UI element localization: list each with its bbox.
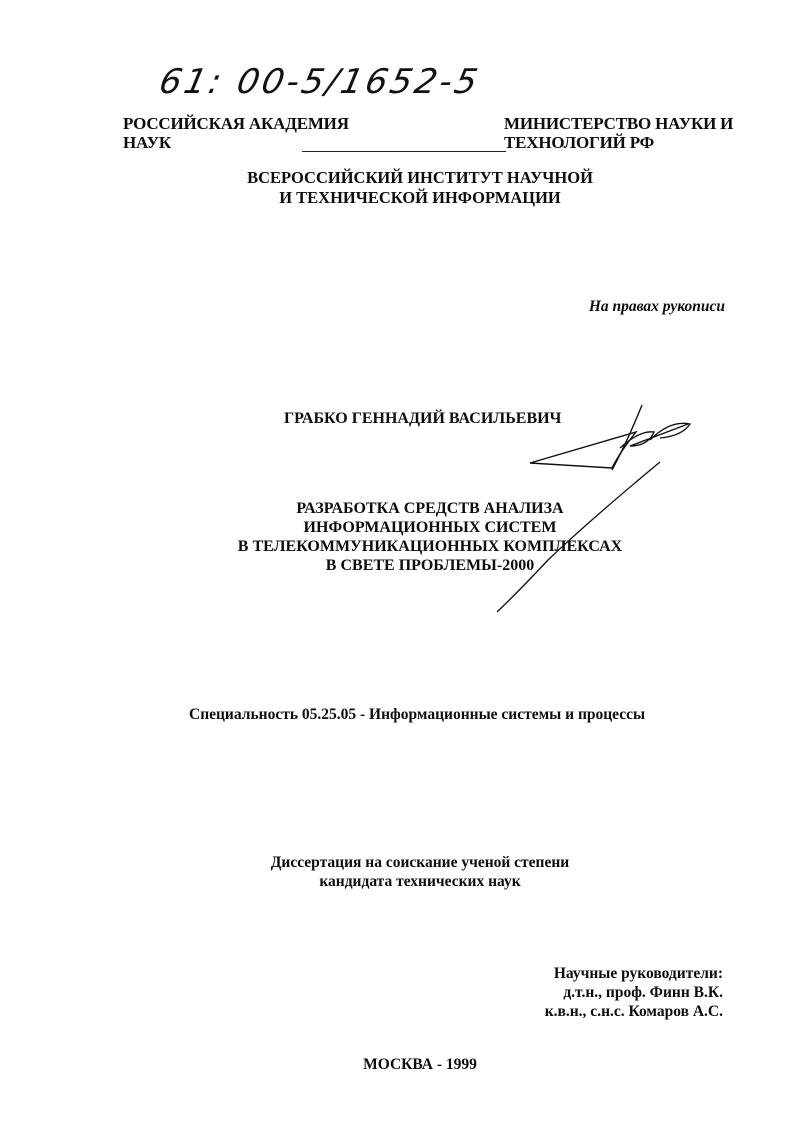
header-left (123, 114, 349, 152)
author-name: ГРАБКО ГЕННАДИЙ ВАСИЛЬЕВИЧ (284, 410, 562, 427)
header-right-line-2: ТЕХНОЛОГИЙ РФ (504, 133, 655, 152)
degree-line-2: кандидата технических наук (319, 873, 521, 890)
institute-name (220, 168, 620, 208)
title-line-2: ИНФОРМАЦИОННЫХ СИСТЕМ (303, 519, 557, 536)
header-left-line-1: РОССИЙСКАЯ АКАДЕМИЯ (123, 114, 349, 133)
dissertation-degree (240, 853, 600, 891)
dissertation-title (200, 499, 660, 575)
institute-line-1: ВСЕРОССИЙСКИЙ ИНСТИТУТ НАУЧНОЙ (247, 168, 593, 187)
title-line-1: РАЗРАБОТКА СРЕДСТВ АНАЛИЗА (296, 500, 564, 517)
header-left-line-2: НАУК (123, 133, 172, 152)
supervisors-heading: Научные руководители: (553, 965, 723, 982)
handwritten-registration-code: 61: 00-5/1652-5 (155, 62, 484, 102)
header-divider-line (302, 151, 506, 152)
title-line-4: В СВЕТЕ ПРОБЛЕМЫ-2000 (325, 557, 535, 574)
title-line-3: В ТЕЛЕКОММУНИКАЦИОННЫХ КОМПЛЕКСАХ (237, 538, 623, 555)
header-right (504, 114, 733, 152)
institute-line-2: И ТЕХНИЧЕСКОЙ ИНФОРМАЦИИ (279, 188, 561, 207)
city-year: МОСКВА - 1999 (363, 1056, 477, 1073)
scientific-supervisors (545, 964, 723, 1021)
degree-line-1: Диссертация на соискание ученой степени (270, 854, 570, 871)
specialty-line: Специальность 05.25.05 - Информационные системы и процессы (189, 706, 646, 723)
supervisor-2: к.в.н., с.н.с. Комаров А.С. (544, 1003, 723, 1020)
supervisor-1: д.т.н., проф. Финн В.К. (563, 984, 723, 1001)
header-right-line-1: МИНИСТЕРСТВО НАУКИ И (504, 114, 734, 133)
manuscript-note: На правах рукописи (588, 298, 725, 315)
